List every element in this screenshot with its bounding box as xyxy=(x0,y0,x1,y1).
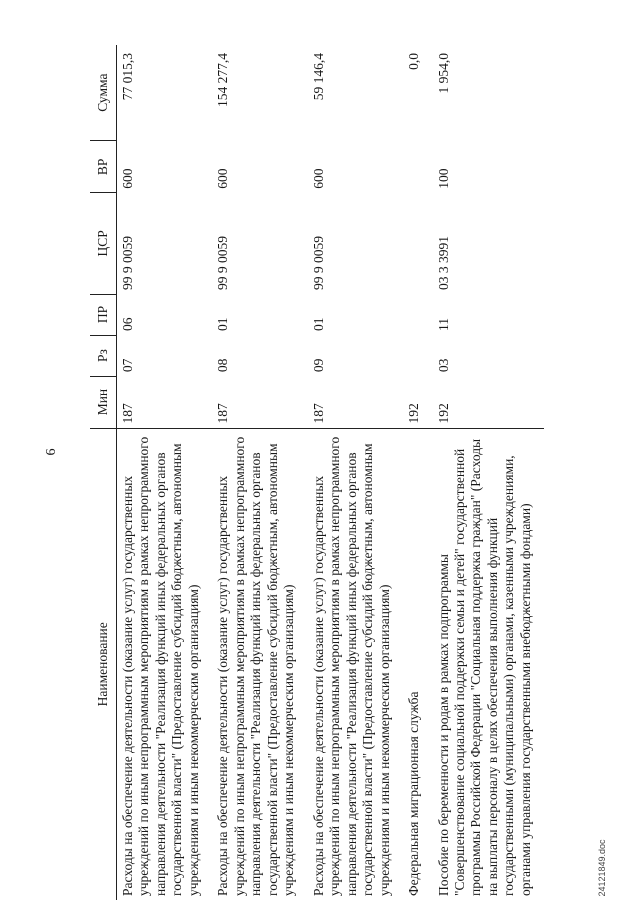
budget-table xyxy=(90,45,544,900)
row-rz: 07 xyxy=(120,358,135,373)
rotated-page-content xyxy=(90,45,630,900)
row-sum: 59 146,4 xyxy=(310,53,326,101)
header-vr: ВР xyxy=(90,141,117,193)
row-min: 192 xyxy=(406,403,422,424)
row-name: Расходы на обеспечение деятельности (оказание услуг) государственных учреждений по иным непрограммным мероприятиям в рамках непрограммного направления деятельности "Реализация функций иных федеральных органов государственной власти" (Предоставление субсидий бюджетным, автономным учреждениям и иным некоммерческим организациям) xyxy=(212,428,307,900)
row-pr: 11 xyxy=(435,318,451,332)
row-csr: 99 9 0059 xyxy=(310,236,326,291)
header-pr: ПР xyxy=(90,294,117,335)
row-rz: 09 xyxy=(310,358,326,373)
row-pr xyxy=(403,294,432,335)
table-row xyxy=(308,45,403,900)
row-vr xyxy=(403,141,432,193)
table-header-row xyxy=(90,45,117,900)
row-min: 192 xyxy=(435,403,451,424)
row-sum: 0,0 xyxy=(406,53,422,70)
header-rz: Рз xyxy=(90,335,117,376)
header-sum: Сумма xyxy=(90,45,117,141)
page-number: 6 xyxy=(44,448,59,456)
row-vr: 600 xyxy=(215,168,231,189)
row-min: 187 xyxy=(120,403,135,424)
row-csr: 99 9 0059 xyxy=(215,236,231,291)
row-pr: 01 xyxy=(215,317,231,332)
row-name: Расходы на обеспечение деятельности (оказание услуг) государственных учреждений по иным непрограммным мероприятиям в рамках непрограммного направления деятельности "Реализация функций иных федеральных органов государственной власти" (Предоставление субсидий бюджетным, автономным учреждениям и иным некоммерческим организациям) xyxy=(117,428,213,900)
row-min: 187 xyxy=(215,403,231,424)
header-min: Мин xyxy=(90,376,117,428)
row-sum: 154 277,4 xyxy=(215,53,231,107)
budget-table-container xyxy=(90,45,630,900)
row-sum: 77 015,3 xyxy=(120,53,135,101)
row-min: 187 xyxy=(310,403,326,424)
row-sum: 1 954,0 xyxy=(435,53,451,94)
row-rz: 08 xyxy=(215,358,231,373)
row-csr xyxy=(403,193,432,294)
table-row xyxy=(403,45,432,900)
table-row xyxy=(433,45,545,900)
row-csr: 99 9 0059 xyxy=(120,236,135,291)
row-rz: 03 xyxy=(435,358,451,373)
row-pr: 06 xyxy=(120,317,135,332)
row-vr: 600 xyxy=(310,168,326,189)
header-csr: ЦСР xyxy=(90,193,117,294)
row-pr: 01 xyxy=(310,317,326,332)
table-row xyxy=(117,45,213,900)
header-name: Наименование xyxy=(90,428,117,900)
row-name: Расходы на обеспечение деятельности (оказание услуг) государственных учреждений по иным непрограммным мероприятиям в рамках непрограммного направления деятельности "Реализация функций иных федеральных органов государственной власти" (Предоставление субсидий бюджетным, автономным учреждениям и иным некоммерческим организациям) xyxy=(308,428,403,900)
row-vr: 100 xyxy=(435,168,451,189)
row-name: Пособие по беременности и родам в рамках подпрограммы "Совершенствование социальной поддержки семьи и детей" государственной программы Российской Федерации "Социальная поддержка граждан" (Расходы на выплаты персоналу в целях обеспечения выполнения функций государственными (муниципальными) органами, казенными учреждениями, органами управления государственными внебюджетными фондами) xyxy=(433,428,545,900)
document-id: 24121849.doc xyxy=(597,839,607,897)
row-name: Федеральная миграционная служба xyxy=(403,428,432,900)
table-row xyxy=(212,45,307,900)
row-csr: 03 3 3991 xyxy=(435,236,451,291)
row-vr: 600 xyxy=(120,168,135,189)
row-rz xyxy=(403,335,432,376)
